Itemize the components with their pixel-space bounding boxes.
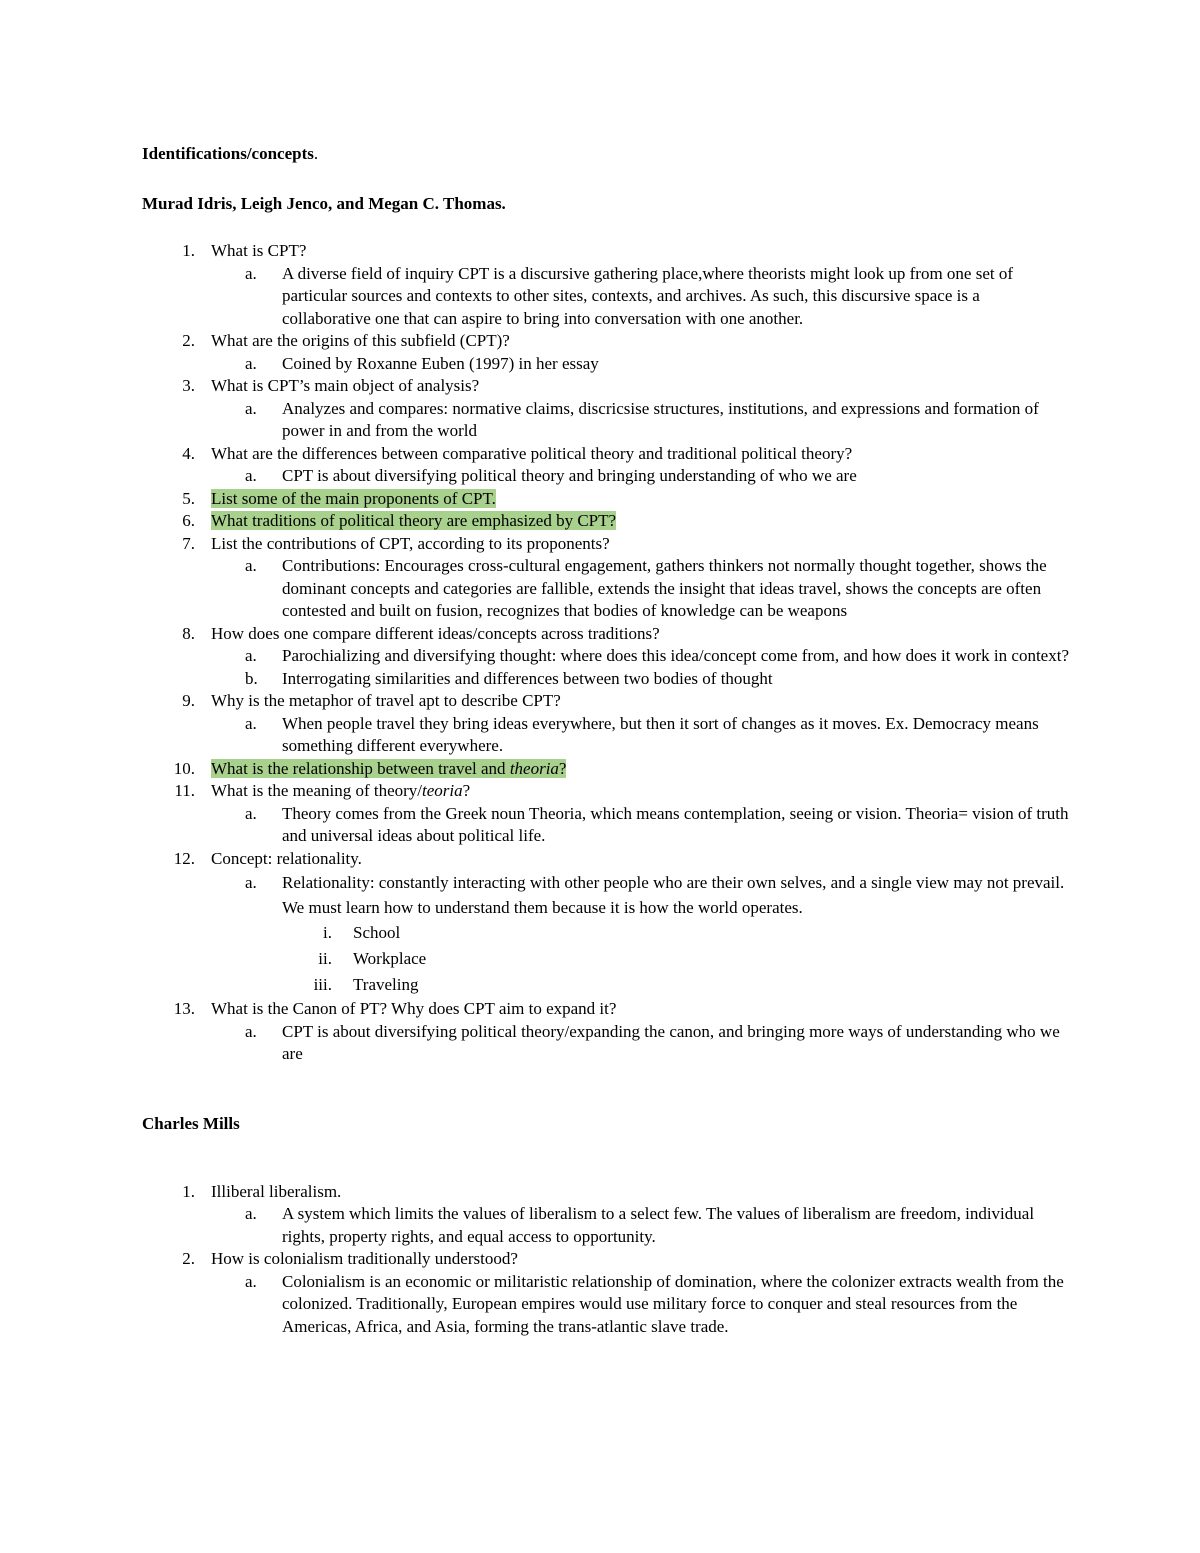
question-item: [142, 533, 1072, 556]
answer-label: a.: [245, 1271, 257, 1291]
question-text: Concept: relationality.: [211, 848, 362, 868]
answer-text: Analyzes and compares: normative claims, discricsise structures, institutions, and expressions and formation of power in and from the world: [282, 398, 1039, 440]
question-text: What are the differences between comparative political theory and traditional political theory?: [211, 443, 853, 463]
question-item: 11. What is the meaning of theory/teoria?: [142, 780, 1072, 803]
answer-label: a.: [245, 1204, 257, 1223]
question-text: What is CPT’s main object of analysis?: [211, 376, 480, 395]
answer-item: [142, 870, 1072, 920]
answer-text: Relationality: constantly interacting with other people who are their own selves, and a single view may not prevail. We must learn how to understand them because it is how the world operates.: [282, 873, 1065, 917]
question-item: [142, 998, 1072, 1021]
answer-text: Parochializing and diversifying thought: where does this idea/concept come from, and how does it work in context?: [282, 646, 1069, 665]
roman-text: Traveling: [353, 975, 419, 994]
answer-label: a.: [245, 646, 257, 665]
answer-label: a.: [245, 263, 257, 283]
answer-text: Theory comes from the Greek noun Theoria, which means contemplation, seeing or vision. Theoria= vision of truth and universal ideas about political life.: [282, 803, 1069, 845]
answer-item: [142, 353, 1072, 376]
item-number: 4.: [182, 443, 195, 463]
question-item: [142, 443, 1072, 466]
item-number: 13.: [173, 999, 195, 1018]
answer-item: [142, 398, 1072, 443]
section-heading-charles-mills: Charles Mills: [142, 1113, 240, 1133]
roman-text: Workplace: [353, 949, 427, 968]
answer-label: a.: [245, 873, 257, 892]
question-item: [142, 375, 1072, 398]
question-item: [142, 488, 1072, 511]
document-title: Identifications/concepts.: [142, 144, 319, 163]
roman-label: iii.: [313, 975, 332, 994]
answer-item: [142, 1271, 1072, 1339]
roman-item: [142, 972, 1072, 998]
answer-label: a.: [245, 713, 257, 733]
answer-item: [142, 803, 1072, 848]
item-number: 1.: [182, 1181, 195, 1201]
question-text: How is colonialism traditionally understood?: [211, 1249, 518, 1268]
question-item: [142, 623, 1072, 646]
question-text: What is CPT?: [211, 241, 307, 260]
answer-text: Colonialism is an economic or militaristic relationship of domination, where the colonizer extracts wealth from the colonized. Traditionally, European empires would use military force to conquer and steal resources from the Americas, Africa, and Asia, forming the trans-atlantic slave trade.: [282, 1271, 1064, 1336]
roman-item: [142, 946, 1072, 972]
item-number: 5.: [182, 488, 195, 508]
question-item: [142, 848, 1072, 871]
question-item: [142, 758, 1072, 781]
answer-item: [142, 668, 1072, 691]
item-number: 3.: [182, 376, 195, 395]
answer-text: CPT is about diversifying political theory/expanding the canon, and bringing more ways of understanding who we are: [282, 1021, 1060, 1063]
answer-text: When people travel they bring ideas everywhere, but then it sort of changes as it moves. Ex. Democracy means something different everywhere.: [282, 713, 1039, 755]
item-number: 8.: [182, 623, 195, 643]
answer-label: a.: [245, 803, 257, 823]
section-heading-idris-jenco-thomas: Murad Idris, Leigh Jenco, and Megan C. Thomas.: [142, 194, 506, 213]
document-body: [142, 143, 1072, 1338]
question-text: What is the Canon of PT? Why does CPT aim to expand it?: [211, 999, 617, 1018]
answer-item: [142, 645, 1072, 668]
item-number: 2.: [182, 1249, 195, 1268]
item-number: 7.: [182, 533, 195, 553]
question-text: List the contributions of CPT, according to its proponents?: [211, 533, 610, 553]
roman-label: i.: [323, 923, 332, 942]
question-item: [142, 690, 1072, 713]
question-item: [142, 330, 1072, 353]
answer-text: Interrogating similarities and differences between two bodies of thought: [282, 668, 773, 688]
question-list-cpt-continued: [142, 758, 1072, 1066]
answer-text: A diverse field of inquiry CPT is a discursive gathering place,where theorists might look up from one set of particular sources and contexts to other sites, contexts, and archives. As such, this discursive space is a collaborative one that can aspire to bring into conversation with one another.: [282, 263, 1014, 328]
highlighted-text: List some of the main proponents of CPT.: [211, 488, 496, 508]
question-text: Illiberal liberalism.: [211, 1181, 342, 1201]
question-text: Why is the metaphor of travel apt to describe CPT?: [211, 691, 561, 710]
answer-label: a.: [245, 398, 257, 418]
roman-label: ii.: [318, 949, 332, 968]
item-number: 6.: [182, 511, 195, 530]
answer-item: [142, 1203, 1072, 1248]
question-item: [142, 1248, 1072, 1271]
answer-item: [142, 1021, 1072, 1066]
answer-label: a.: [245, 556, 257, 575]
question-item: [142, 240, 1072, 263]
item-number: 2.: [182, 331, 195, 350]
answer-label: a.: [245, 353, 257, 373]
answer-text: Coined by Roxanne Euben (1997) in her essay: [282, 353, 599, 373]
question-item: [142, 1181, 1072, 1204]
item-number: 9.: [182, 691, 195, 710]
answer-text: CPT is about diversifying political theory and bringing understanding of who we are: [282, 466, 857, 485]
question-text: How does one compare different ideas/concepts across traditions?: [211, 623, 660, 643]
answer-label: a.: [245, 1021, 257, 1041]
roman-item: [142, 920, 1072, 946]
answer-item: [142, 465, 1072, 488]
item-number: 12.: [173, 848, 195, 868]
answer-label: a.: [245, 466, 257, 485]
answer-item: [142, 555, 1072, 623]
question-item: [142, 510, 1072, 533]
item-number: 11.: [174, 781, 195, 800]
answer-item: [142, 713, 1072, 758]
answer-text: Contributions: Encourages cross-cultural engagement, gathers thinkers not normally thought together, shows the dominant concepts and categories are fallible, extends the insight that ideas travel, shows the concepts are often contested and built on fusion, recognizes that bodies of knowledge can be weapons: [282, 556, 1047, 620]
answer-label: b.: [245, 668, 258, 688]
item-number: 10.: [173, 758, 195, 778]
question-text: What are the origins of this subfield (CPT)?: [211, 331, 510, 350]
roman-text: School: [353, 923, 401, 942]
item-number: 1.: [182, 241, 195, 260]
highlighted-text: What traditions of political theory are emphasized by CPT?: [211, 511, 617, 530]
answer-text: A system which limits the values of liberalism to a select few. The values of liberalism are freedom, individual rights, property rights, and equal access to opportunity.: [282, 1204, 1035, 1246]
question-list-cpt: [142, 240, 1072, 758]
highlighted-text: What is the relationship between travel and theoria?: [211, 758, 567, 778]
question-list-mills: [142, 1181, 1072, 1339]
answer-item: [142, 263, 1072, 331]
